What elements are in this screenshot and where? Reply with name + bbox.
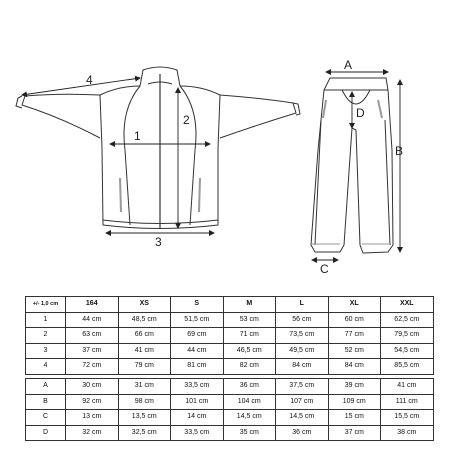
table-cell: 66 cm [118,328,171,344]
table-cell: 15,5 cm [381,410,434,426]
table-cell: 82 cm [223,359,276,375]
measure-line-4 [22,78,140,95]
row-label: 4 [26,359,66,375]
row-label: 3 [26,343,66,359]
table-cell: 84 cm [276,359,329,375]
size-header: XL [328,297,381,313]
table-cell: 13 cm [66,410,119,426]
table-cell: 109 cm [328,394,381,410]
table-cell: 62,5 cm [381,312,434,328]
table-cell: 31 cm [118,379,171,395]
table-cell: 37 cm [328,425,381,441]
table-cell: 14,5 cm [223,410,276,426]
jacket-drawing [16,67,300,229]
table-row [26,328,434,344]
measure-label-B: B [395,144,404,158]
jacket-measurements [22,78,214,233]
table-cell: 56 cm [276,312,329,328]
table-cell: 39 cm [328,379,381,395]
table-cell: 44 cm [66,312,119,328]
measure-label-1: 1 [134,129,141,143]
size-header: XS [118,297,171,313]
size-header: M [223,297,276,313]
table-cell: 46,5 cm [223,343,276,359]
table-row [26,425,434,441]
table-row [26,359,434,375]
table-cell: 44 cm [171,343,224,359]
size-header: L [276,297,329,313]
table-cell: 72 cm [66,359,119,375]
table-cell: 53 cm [223,312,276,328]
table-cell: 13,5 cm [118,410,171,426]
table-cell: 92 cm [66,394,119,410]
measure-label-A: A [344,58,353,72]
row-label: C [26,410,66,426]
table-cell: 33,5 cm [171,379,224,395]
table-cell: 77 cm [328,328,381,344]
table-cell: 37,5 cm [276,379,329,395]
table-cell: 81 cm [171,359,224,375]
table-cell: 48,5 cm [118,312,171,328]
table-row [26,312,434,328]
table-cell: 14 cm [171,410,224,426]
tolerance-note: +/- 1,0 cm [26,297,66,313]
table-cell: 101 cm [171,394,224,410]
table-cell: 51,5 cm [171,312,224,328]
table-cell: 60 cm [328,312,381,328]
table-row [26,394,434,410]
table-cell: 32 cm [66,425,119,441]
measure-label-2: 2 [183,113,190,127]
table-header-row [26,297,434,313]
jacket-size-table [25,296,434,375]
pants-size-table [25,378,434,441]
row-label: B [26,394,66,410]
table-cell: 79,5 cm [381,328,434,344]
size-header: XXL [381,297,434,313]
table-cell: 14,5 cm [276,410,329,426]
measure-label-4: 4 [86,73,93,87]
row-label: A [26,379,66,395]
table-cell: 85,5 cm [381,359,434,375]
table-cell: 37 cm [66,343,119,359]
table-cell: 104 cm [223,394,276,410]
measure-label-3: 3 [155,235,162,249]
size-header: 164 [66,297,119,313]
table-cell: 36 cm [223,379,276,395]
table-cell: 35 cm [223,425,276,441]
table-cell: 32,5 cm [118,425,171,441]
table-row [26,343,434,359]
table-cell: 63 cm [66,328,119,344]
table-cell: 41 cm [381,379,434,395]
row-label: 1 [26,312,66,328]
table-cell: 52 cm [328,343,381,359]
row-label: 2 [26,328,66,344]
table-cell: 69 cm [171,328,224,344]
measure-label-C: C [320,262,329,276]
measure-label-D: D [356,106,365,120]
table-cell: 107 cm [276,394,329,410]
table-cell: 111 cm [381,394,434,410]
table-cell: 41 cm [118,343,171,359]
table-cell: 71 cm [223,328,276,344]
table-cell: 15 cm [328,410,381,426]
table-row [26,410,434,426]
table-cell: 38 cm [381,425,434,441]
table-cell: 73,5 cm [276,328,329,344]
table-cell: 54,5 cm [381,343,434,359]
table-cell: 98 cm [118,394,171,410]
table-cell: 49,5 cm [276,343,329,359]
size-header: S [171,297,224,313]
table-cell: 30 cm [66,379,119,395]
table-row [26,379,434,395]
table-cell: 36 cm [276,425,329,441]
row-label: D [26,425,66,441]
table-cell: 79 cm [118,359,171,375]
table-cell: 33,5 cm [171,425,224,441]
table-cell: 84 cm [328,359,381,375]
